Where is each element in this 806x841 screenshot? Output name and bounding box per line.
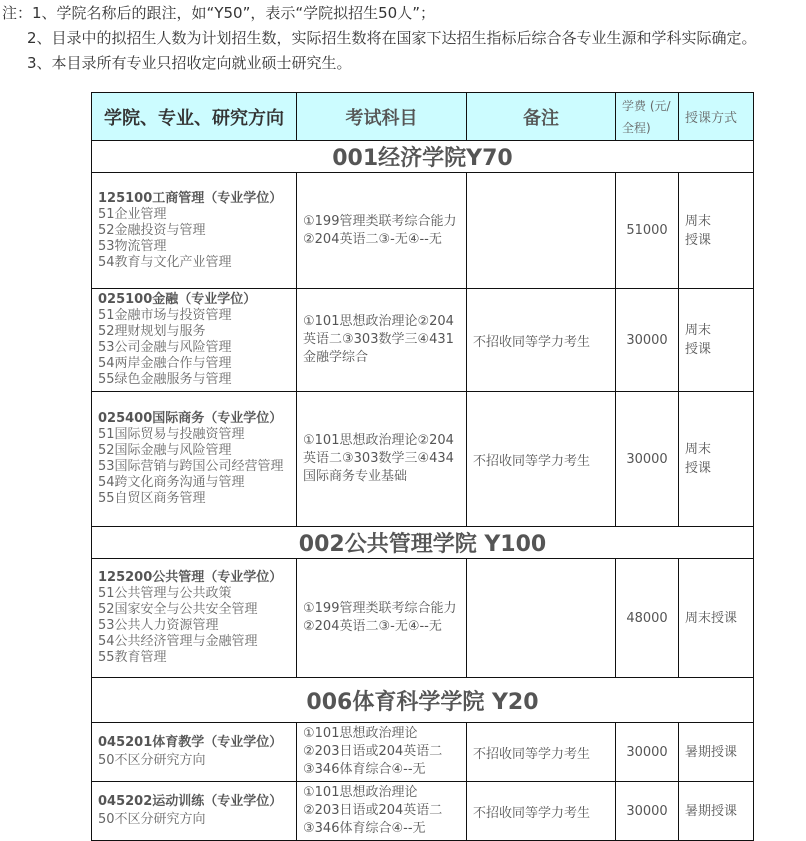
direction: 55自贸区商务管理 — [98, 491, 206, 506]
major-cell — [92, 289, 297, 392]
direction: 53国际营销与跨国公司经营管理 — [98, 459, 284, 474]
header-college-major: 学院、专业、研究方向 — [92, 93, 297, 141]
direction: 50不区分研究方向 — [98, 812, 206, 827]
direction: 54公共经济管理与金融管理 — [98, 634, 258, 649]
direction: 55教育管理 — [98, 650, 167, 665]
direction: 54跨文化商务沟通与管理 — [98, 475, 245, 490]
header-remarks: 备注 — [467, 93, 616, 141]
exam-subjects — [297, 782, 467, 841]
table-row — [92, 559, 754, 678]
direction: 53公共人力资源管理 — [98, 618, 219, 633]
header-exam-subjects: 考试科目 — [297, 93, 467, 141]
teaching-mode-text: 周末授课 — [685, 442, 712, 476]
note-2: 2、目录中的拟招生人数为计划招生数，实际招生数将在国家下达招生指标后综合各专业生源和学科实际确定。 — [27, 29, 757, 47]
table-header-row — [92, 93, 754, 141]
major-title: 025400国际商务（专业学位） — [98, 411, 283, 426]
major-title: 125100工商管理（专业学位） — [98, 190, 283, 206]
table-row — [92, 723, 754, 782]
exam-subjects: ①199管理类联考综合能力②204英语二③-无④--无 — [297, 559, 467, 678]
direction: 54教育与文化产业管理 — [98, 254, 232, 270]
major-title: 045202运动训练（专业学位） — [98, 794, 283, 809]
tuition-fee: 51000 — [616, 173, 679, 289]
exam-subjects: ①199管理类联考综合能力②204英语二③-无④--无 — [297, 173, 467, 289]
direction: 51公共管理与公共政策 — [98, 586, 232, 601]
remark: 不招收同等学力考生 — [467, 392, 616, 527]
teaching-mode-text: 周末授课 — [685, 323, 712, 357]
school-title: 002公共管理学院 Y100 — [92, 527, 754, 559]
header-tuition-line1: 学费 (元/ — [622, 98, 671, 113]
school-title: 006体育科学学院 Y20 — [92, 678, 754, 723]
teaching-mode: 周末授课 — [679, 559, 754, 678]
remark: 不招收同等学力考生 — [467, 782, 616, 841]
major-title: 045201体育教学（专业学位） — [98, 735, 283, 750]
major-cell — [92, 392, 297, 527]
direction: 52理财规划与服务 — [98, 324, 206, 339]
exam-line: ②203日语或204英语二 — [303, 744, 443, 759]
major-cell — [92, 782, 297, 841]
notes-section — [0, 0, 806, 76]
exam-line: ③346体育综合④--无 — [303, 821, 426, 836]
major-title: 125200公共管理（专业学位） — [98, 570, 283, 585]
school-row — [92, 527, 754, 559]
table-row — [92, 392, 754, 527]
teaching-mode — [679, 289, 754, 392]
header-teaching-mode: 授课方式 — [679, 93, 754, 141]
direction: 55绿色金融服务与管理 — [98, 372, 232, 387]
remark: 不招收同等学力考生 — [467, 289, 616, 392]
header-tuition-line2: 全程) — [622, 120, 651, 135]
exam-line: ①101思想政治理论 — [303, 726, 418, 741]
direction: 51国际贸易与投融资管理 — [98, 427, 245, 442]
remark — [467, 173, 616, 289]
teaching-mode-text: 周末授课 — [685, 213, 712, 248]
major-cell — [92, 723, 297, 782]
teaching-mode: 暑期授课 — [679, 782, 754, 841]
note-3: 3、本目录所有专业只招收定向就业硕士研究生。 — [27, 54, 352, 72]
major-cell — [92, 173, 297, 289]
table-row — [92, 289, 754, 392]
direction: 52金融投资与管理 — [98, 222, 206, 238]
direction: 54两岸金融合作与管理 — [98, 356, 232, 371]
exam-subjects: ①101思想政治理论②204英语二③303数学三④434国际商务专业基础 — [297, 392, 467, 527]
direction: 50不区分研究方向 — [98, 753, 206, 768]
teaching-mode — [679, 173, 754, 289]
school-row — [92, 141, 754, 173]
direction: 51金融市场与投资管理 — [98, 308, 232, 323]
remark: 不招收同等学力考生 — [467, 723, 616, 782]
tuition-fee: 30000 — [616, 782, 679, 841]
exam-line: ①101思想政治理论 — [303, 785, 418, 800]
tuition-fee: 48000 — [616, 559, 679, 678]
teaching-mode — [679, 392, 754, 527]
teaching-mode: 暑期授课 — [679, 723, 754, 782]
direction: 51企业管理 — [98, 206, 167, 222]
direction: 53公司金融与风险管理 — [98, 340, 232, 355]
tuition-fee: 30000 — [616, 392, 679, 527]
remark — [467, 559, 616, 678]
major-cell — [92, 559, 297, 678]
note-1: 注：1、学院名称后的跟注，如“Y50”，表示“学院拟招生50人”； — [2, 4, 435, 22]
school-row — [92, 678, 754, 723]
exam-subjects — [297, 723, 467, 782]
major-title: 025100金融（专业学位） — [98, 292, 257, 307]
school-title: 001经济学院Y70 — [92, 141, 754, 173]
direction: 52国家安全与公共安全管理 — [98, 602, 258, 617]
direction: 53物流管理 — [98, 238, 167, 254]
exam-line: ②203日语或204英语二 — [303, 803, 443, 818]
tuition-fee: 30000 — [616, 723, 679, 782]
exam-line: ③346体育综合④--无 — [303, 762, 426, 777]
table-row — [92, 782, 754, 841]
tuition-fee: 30000 — [616, 289, 679, 392]
header-tuition — [616, 93, 679, 141]
table-row — [92, 173, 754, 289]
exam-subjects: ①101思想政治理论②204英语二③303数学三④431金融学综合 — [297, 289, 467, 392]
enrollment-catalog-table — [91, 92, 754, 841]
direction: 52国际金融与风险管理 — [98, 443, 232, 458]
